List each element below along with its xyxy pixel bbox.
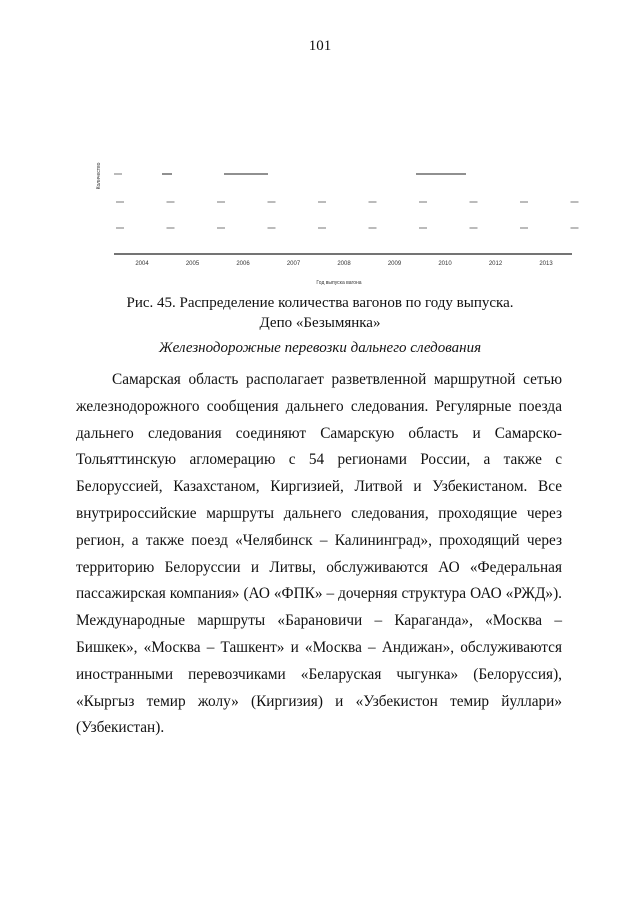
x-tick-label: 2010 xyxy=(438,261,452,267)
y-axis-label: Количество xyxy=(96,162,102,190)
page-number: 101 xyxy=(308,38,332,54)
x-tick-label: 2009 xyxy=(387,261,402,267)
x-tick-label: 2005 xyxy=(185,261,200,267)
x-tick-label: 2006 xyxy=(236,261,250,267)
caption-line-2: Депо «Безымянка» xyxy=(259,315,381,331)
caption-line-1: Рис. 45. Распределение количества вагонов по году выпуска. xyxy=(126,295,514,311)
chart-canvas xyxy=(94,138,584,292)
x-tick-labels xyxy=(135,261,553,267)
x-tick-label: 2008 xyxy=(337,261,351,267)
gridlines xyxy=(114,174,579,228)
x-tick-label: 2007 xyxy=(286,261,301,267)
x-tick-label: 2004 xyxy=(135,261,149,267)
figure-caption xyxy=(0,293,640,333)
x-tick-label: 2013 xyxy=(539,261,553,267)
body-paragraph: Самарская область располагает разветвленной маршрутной сетью железнодорожного сообщения дальнего следования. Регулярные поезда дальнего следования соединяют Самарскую область и Самарско-Тольяттинскую агломерацию с 54 регионами России, а также с Белоруссией, Казахстаном, Киргизией, Литвой и Узбекистаном. Все внутрироссийские маршруты дальнего следования, проходящие через регион, а также поезд «Челябинск – Калининград», проходящий через территорию Белоруссии и Литвы, обслуживаются АО «Федеральная пассажирская компания» (АО «ФПК» – дочерняя структура ОАО «РЖД»). Международные маршруты «Барановичи – Караганда», «Москва – Бишкек», «Москва – Ташкент» и «Москва – Андижан», обслуживаются иностранными перевозчиками «Беларуская чыгунка» (Белоруссия), «Кыргыз темир жолу» (Киргизия) и «Узбекистон темир йуллари» (Узбекистан). xyxy=(76,371,562,737)
section-heading: Железнодорожные перевозки дальнего следования xyxy=(158,340,482,356)
x-tick-label: 2012 xyxy=(488,261,503,267)
year-distribution-chart xyxy=(94,138,584,292)
x-axis-label: Год выпуска вагона xyxy=(316,280,362,286)
